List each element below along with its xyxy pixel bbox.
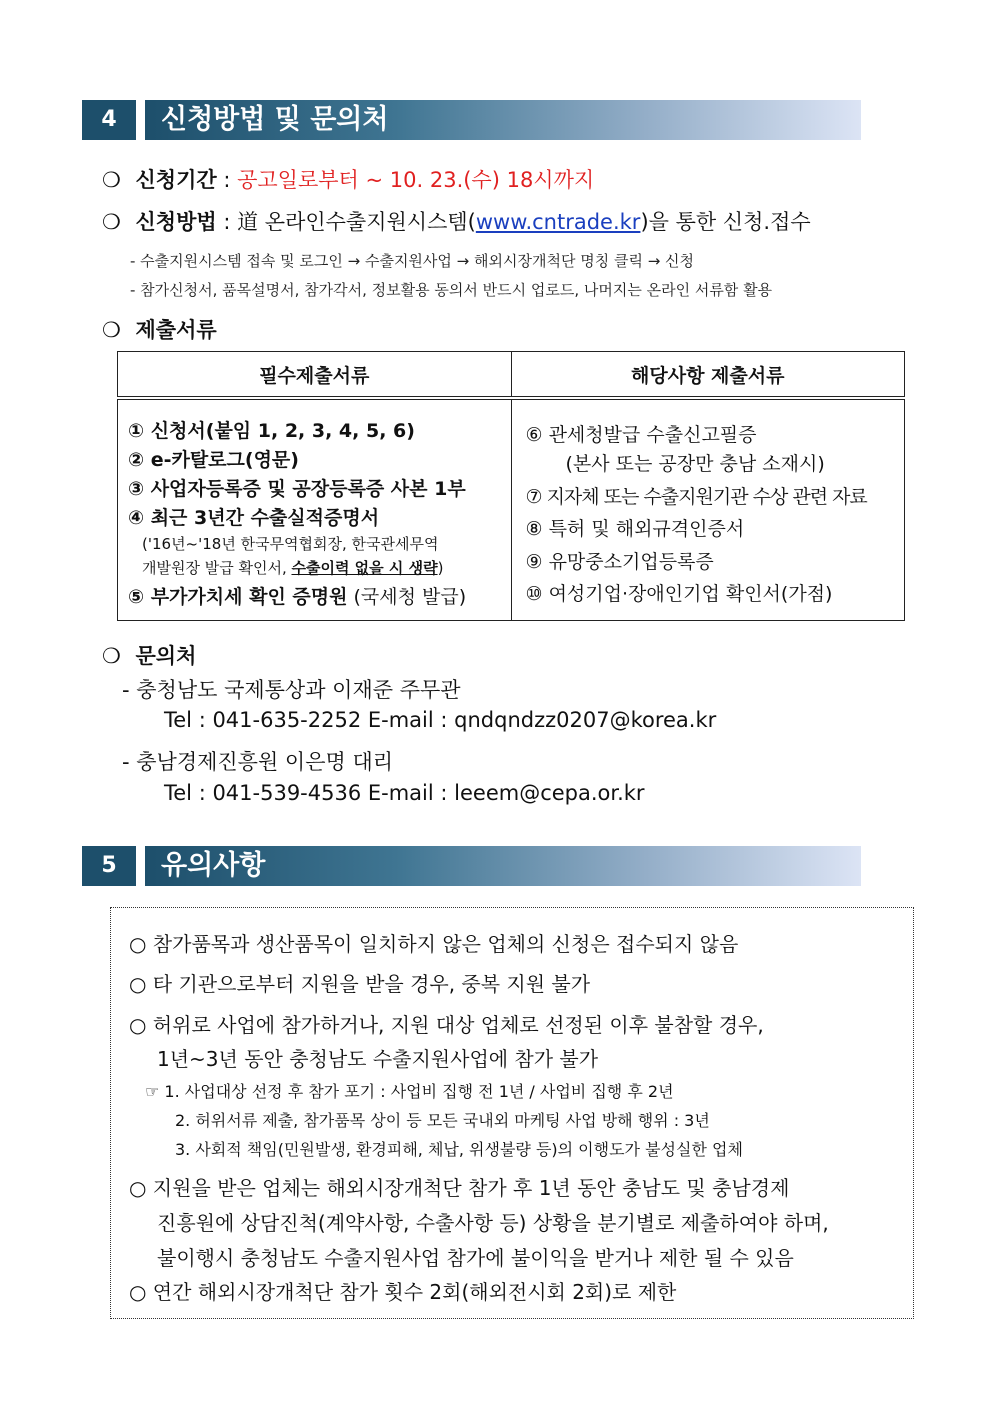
conditional-doc-9: ⑨ 유망중소기업등록증 <box>525 551 714 573</box>
conditional-doc-8: ⑧ 특허 및 해외규격인증서 <box>525 518 745 540</box>
notice-3: ○ 허위로 사업에 참가하거나, 지원 대상 업체로 선정된 이후 불참할 경우, <box>129 1013 764 1037</box>
conditional-doc-6: ⑥ 관세청발급 수출신고필증 <box>525 424 757 446</box>
application-method-post: )을 통한 신청.접수 <box>640 210 811 234</box>
bullet-icon: ❍ <box>102 210 121 234</box>
conditional-docs-cell <box>511 398 905 621</box>
application-method <box>102 206 811 236</box>
conditional-doc-6-note: (본사 또는 공장만 충남 소재시) <box>565 453 825 475</box>
section-4-title: 신청방법 및 문의처 <box>145 100 861 140</box>
required-doc-4-note-1: ('16년~'18년 한국무역협회장, 한국관세무역 <box>142 535 439 553</box>
conditional-doc-10: ⑩ 여성기업·장애인기업 확인서(가점) <box>525 583 833 605</box>
required-doc-5-note: (국세청 발급) <box>347 586 467 608</box>
application-method-pre: 道 온라인수출지원시스템( <box>237 210 476 234</box>
bullet-icon: ❍ <box>102 644 121 668</box>
contact-2-org: - 충남경제진흥원 이은명 대리 <box>122 750 394 774</box>
note-close: ) <box>437 559 444 577</box>
documents-heading <box>102 314 217 344</box>
notice-3-sub-2: 2. 허위서류 제출, 참가품목 상이 등 모든 국내외 마케팅 사업 방해 행위 : 3년 <box>175 1111 710 1130</box>
required-doc-4-note-2 <box>142 557 443 578</box>
notice-4-cont-2: 불이행시 충청남도 수출지원사업 참가에 불이익을 받거나 제한 될 수 있음 <box>157 1246 794 1270</box>
notice-3-cont: 1년~3년 동안 충청남도 수출지원사업에 참가 불가 <box>157 1047 599 1071</box>
notice-3-sub-1: ☞ 1. 사업대상 선정 후 참가 포기 : 사업비 집행 전 1년 / 사업비 집행 후 2년 <box>145 1082 674 1101</box>
contacts-label: 문의처 <box>135 644 197 668</box>
required-doc-1: ① 신청서(붙임 1, 2, 3, 4, 5, 6) <box>128 420 415 442</box>
note-emphasis: 수출이력 없을 시 생략 <box>291 559 438 577</box>
notice-3-sub-3: 3. 사회적 책임(민원발생, 환경피해, 체납, 위생불량 등)의 이행도가 불성실한 업체 <box>175 1140 743 1159</box>
section-5-title: 유의사항 <box>145 846 861 886</box>
required-doc-3: ③ 사업자등록증 및 공장등록증 사본 1부 <box>128 478 466 500</box>
notice-1: ○ 참가품목과 생산품목이 일치하지 않은 업체의 신청은 접수되지 않음 <box>129 932 739 956</box>
cntrade-link[interactable]: www.cntrade.kr <box>475 210 641 234</box>
separator: : <box>216 210 238 234</box>
required-docs-header: 필수제출서류 <box>118 352 512 399</box>
section-4-number: 4 <box>82 100 136 140</box>
section-5-number: 5 <box>82 846 136 886</box>
method-step-1: - 수출지원시스템 접속 및 로그인 → 수출지원사업 → 해외시장개척단 명칭 클릭 → 신청 <box>130 252 695 270</box>
documents-label: 제출서류 <box>135 318 217 342</box>
application-period-label: 신청기간 <box>135 168 217 192</box>
notice-4: ○ 지원을 받은 업체는 해외시장개척단 참가 후 1년 동안 충남도 및 충남경제 <box>129 1176 790 1200</box>
application-period <box>102 164 594 194</box>
contact-1-detail: Tel : 041-635-2252 E-mail : qndqndzz0207@korea.kr <box>164 708 717 732</box>
note-text: 개발원장 발급 확인서, <box>142 559 292 577</box>
notice-5: ○ 연간 해외시장개척단 참가 횟수 2회(해외전시회 2회)로 제한 <box>129 1280 677 1304</box>
contacts-heading <box>102 640 196 670</box>
separator: : <box>216 168 238 192</box>
conditional-doc-7: ⑦ 지자체 또는 수출지원기관 수상 관련 자료 <box>525 486 867 508</box>
notice-2: ○ 타 기관으로부터 지원을 받을 경우, 중복 지원 불가 <box>129 972 591 996</box>
bullet-icon: ❍ <box>102 318 121 342</box>
contact-1-org: - 충청남도 국제통상과 이재준 주무관 <box>122 678 461 702</box>
required-doc-2: ② e-카탈로그(영문) <box>128 449 299 471</box>
required-docs-cell <box>118 398 512 621</box>
notice-4-cont-1: 진흥원에 상담진척(계약사항, 수출사항 등) 상황을 분기별로 제출하여야 하며, <box>157 1211 829 1235</box>
required-doc-5 <box>128 582 466 609</box>
required-doc-5-label: ⑤ 부가가치세 확인 증명원 <box>128 586 348 608</box>
notice-box <box>110 907 914 1319</box>
bullet-icon: ❍ <box>102 168 121 192</box>
application-period-value: 공고일로부터 ~ 10. 23.(수) 18시까지 <box>237 168 595 192</box>
required-doc-4: ④ 최근 3년간 수출실적증명서 <box>128 507 380 529</box>
conditional-docs-header: 해당사항 제출서류 <box>511 352 905 399</box>
method-step-2: - 참가신청서, 품목설명서, 참가각서, 정보활용 동의서 반드시 업로드, 나머지는 온라인 서류함 활용 <box>130 281 773 299</box>
application-method-label: 신청방법 <box>135 210 217 234</box>
documents-table <box>117 351 905 621</box>
contact-2-detail: Tel : 041-539-4536 E-mail : leeem@cepa.or.kr <box>164 781 645 805</box>
